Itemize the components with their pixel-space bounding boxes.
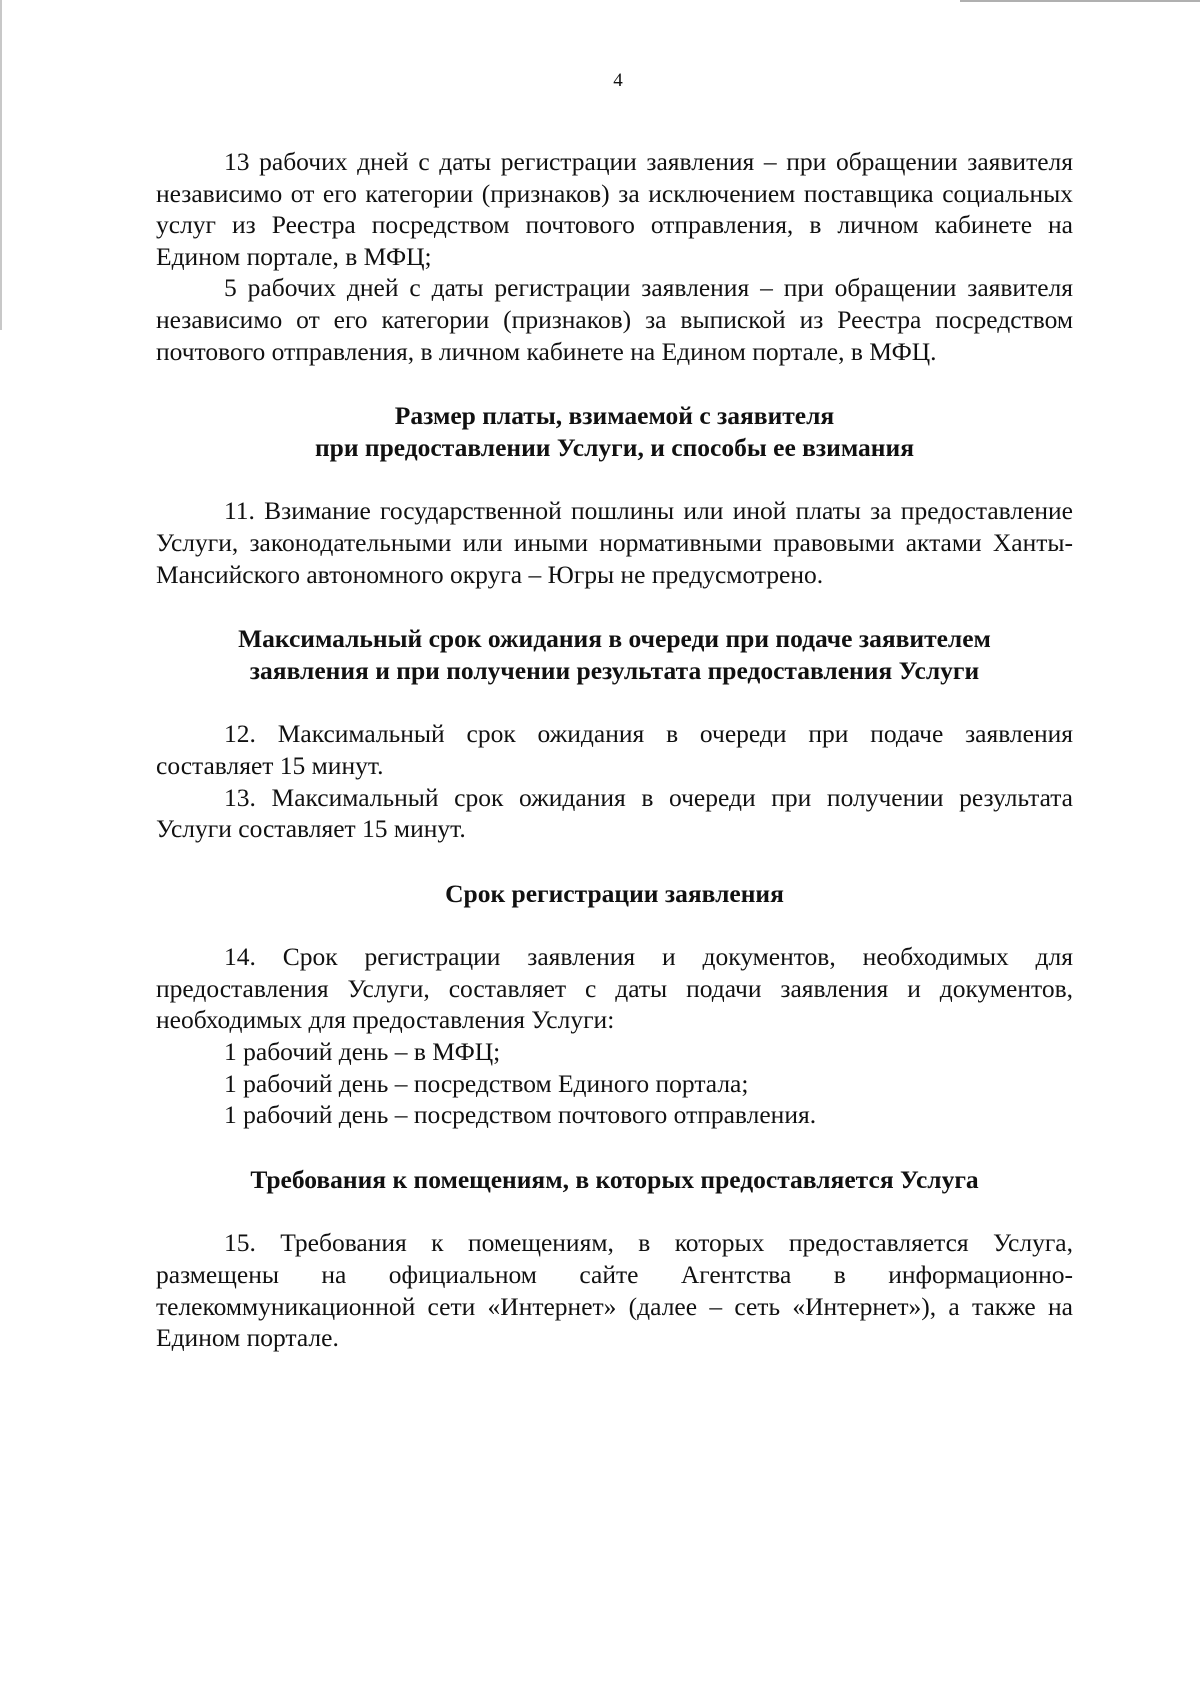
heading-fee-line2: при предоставлении Услуги, и способы ее взимания [314,432,914,462]
spacer [156,686,1073,718]
scan-top-line [960,0,1200,2]
registration-item-portal: 1 рабочий день – посредством Единого портала; [224,1068,749,1098]
spacer [156,1131,1073,1164]
registration-item-mfc: 1 рабочий день – в МФЦ; [224,1037,501,1067]
document-body [156,146,1073,1354]
spacer [156,845,1073,878]
spacer [156,590,1073,623]
paragraph-12: 12. Максимальный срок ожидания в очереди при подаче заявления составляет 15 минут. [156,719,1073,780]
spacer [156,1195,1073,1227]
heading-queue-line1: Максимальный срок ожидания в очереди при подаче заявителем [238,624,991,654]
paragraph-13: 13. Максимальный срок ожидания в очереди при получении результата Услуги составляет 15 минут. [156,782,1073,844]
spacer [156,367,1073,400]
registration-item-mail: 1 рабочий день – посредством почтового отправления. [224,1100,817,1130]
heading-queue-line2: заявления и при получении результата предоставления Услуги [249,655,980,685]
paragraph-11: 11. Взимание государственной пошлины или иной платы за предоставление Услуги, законодательными или иными нормативными правовыми актами Ханты-Мансийского автономного округа – Югры не предусмотрено. [156,496,1073,589]
spacer [156,909,1073,941]
scan-edge-line [0,0,2,330]
paragraph-15: 15. Требования к помещениям, в которых предоставляется Услуга, размещены на официальном сайте Агентства в информационно-телекоммуникационной сети «Интернет» (далее – сеть «Интернет»), а также на Едином портале. [156,1228,1073,1353]
heading-registration: Срок регистрации заявления [445,878,784,908]
page-number: 4 [613,70,623,91]
paragraph-13-days: 13 рабочих дней с даты регистрации заявления – при обращении заявителя независимо от его категории (признаков) за исключением поставщика социальных услуг из Реестра посредством почтового отправления, в личном кабинете на Едином портале, в МФЦ; [156,147,1073,271]
spacer [156,463,1073,495]
paragraph-14: 14. Срок регистрации заявления и документов, необходимых для предоставления Услуги, составляет с даты подачи заявления и документов, необходимых для предоставления Услуги: [156,942,1073,1035]
paragraph-5-days: 5 рабочих дней с даты регистрации заявления – при обращении заявителя независимо от его категории (признаков) за выпиской из Реестра посредством почтового отправления, в личном кабинете на Едином портале, в МФЦ. [156,273,1073,366]
heading-premises: Требования к помещениям, в которых предоставляется Услуга [250,1164,979,1194]
heading-fee-line1: Размер платы, взимаемой с заявителя [394,401,835,431]
